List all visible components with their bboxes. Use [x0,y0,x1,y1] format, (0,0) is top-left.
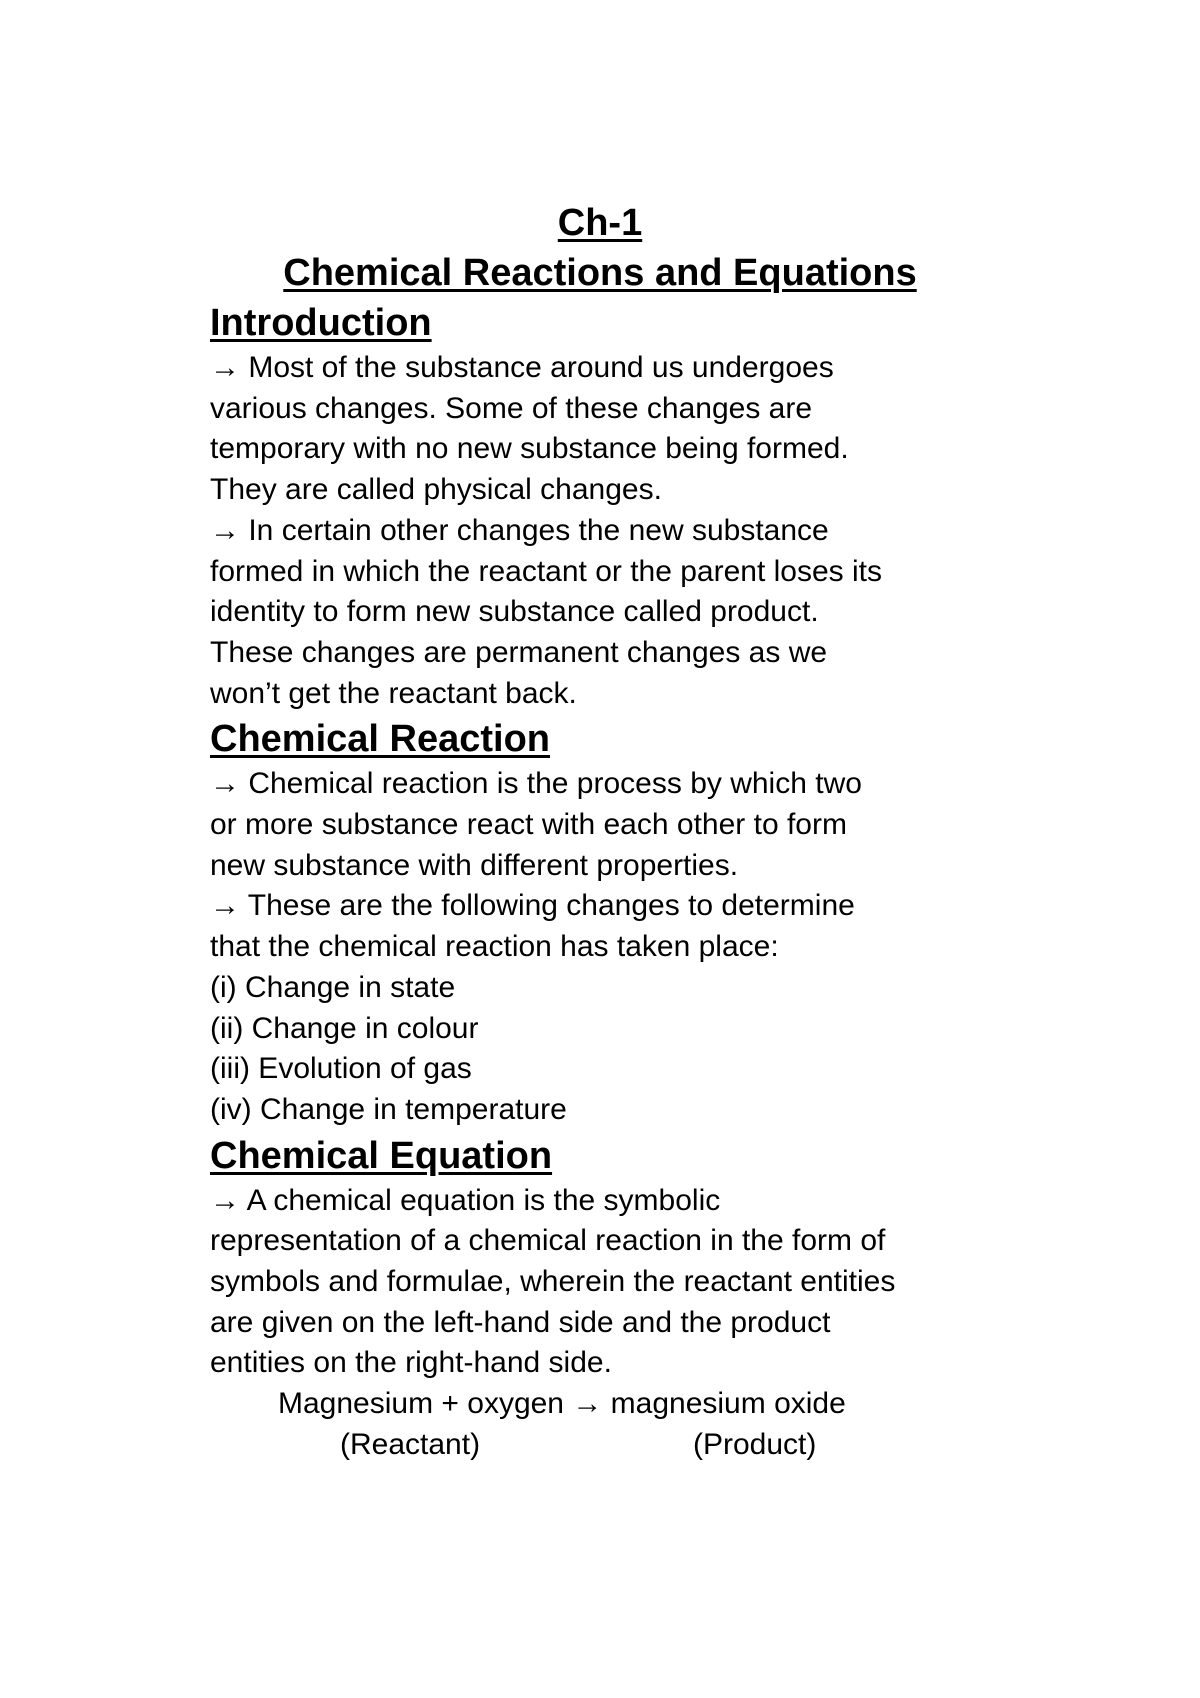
text-line: won’t get the reactant back. [210,676,577,710]
text-line: representation of a chemical reaction in the form of [210,1224,886,1258]
text-line: → In certain other changes the new substance [210,513,829,547]
list-item: (i) Change in state [210,970,456,1004]
section-heading: Chemical Equation [210,1134,553,1177]
list-item: (iii) Evolution of gas [210,1052,472,1086]
reactant-label: (Reactant) [340,1427,481,1461]
text-line: → Most of the substance around us undergoes [210,351,834,384]
text-line: or more substance react with each other to form [210,808,847,842]
product-label: (Product) [693,1427,817,1461]
list-item: (ii) Change in colour [210,1011,479,1045]
text-line: temporary with no new substance being formed. [210,432,849,466]
text-line: various changes. Some of these changes are [210,391,813,425]
text-line: These changes are permanent changes as we [210,635,828,669]
list-item: (iv) Change in temperature [210,1092,567,1126]
equation-labels [210,1425,1010,1466]
section-introduction [210,298,1010,714]
text-line: that the chemical reaction has taken place: [210,930,779,964]
text-line: → Chemical reaction is the process by which two [210,767,862,801]
chapter-title: Chemical Reactions and Equations [283,252,917,294]
text-line: new substance with different properties. [210,848,739,882]
section-chemical-equation [210,1131,1010,1466]
text-line: are given on the left-hand side and the product [210,1305,831,1339]
text-line: They are called physical changes. [210,473,662,507]
document-content [210,198,1010,1466]
section-heading: Introduction [210,302,432,344]
text-line: → A chemical equation is the symbolic [210,1183,721,1217]
text-line: formed in which the reactant or the parent loses its [210,554,883,588]
section-chemical-reaction [210,714,1010,1130]
text-line: identity to form new substance called product. [210,595,819,629]
chapter-number: Ch-1 [557,202,643,244]
text-line: entities on the right-hand side. [210,1346,612,1380]
text-line: → These are the following changes to determine [210,889,855,923]
word-equation: Magnesium + oxygen → magnesium oxide [278,1387,846,1421]
text-line: symbols and formulae, wherein the reactant entities [210,1265,896,1299]
section-heading: Chemical Reaction [210,718,550,761]
